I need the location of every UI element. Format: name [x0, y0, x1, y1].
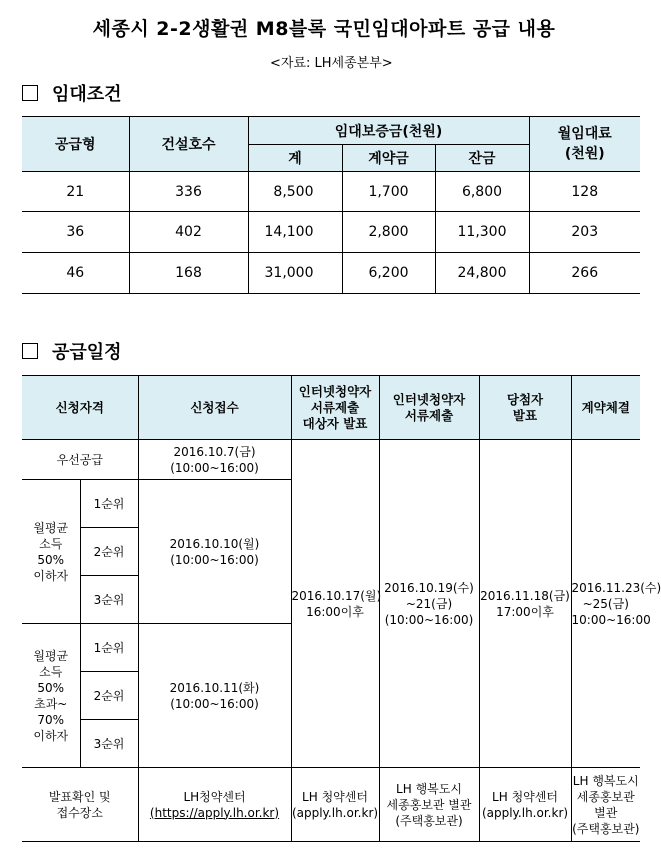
cell-winner-date: 2016.11.18(금) 17:00이후: [479, 440, 571, 768]
cell-group2: 월평균 소득 50% 초과~ 70% 이하자: [22, 624, 80, 768]
cell-place-contract: LH 행복도시 세종홍보관 별관 (주택홍보관): [571, 768, 640, 842]
cell-group1: 월평균 소득 50% 이하자: [22, 480, 80, 624]
header-contract: 계약체결: [571, 376, 640, 440]
cell-type: 21: [22, 172, 129, 212]
cell-priority-date: 2016.10.7(금) (10:00~16:00): [138, 440, 291, 480]
cell-docs-submit-date: 2016.10.19(수) ~21(금) (10:00~16:00): [379, 440, 479, 768]
cell-rent: 266: [529, 253, 640, 294]
table-row: [22, 212, 640, 253]
header-deposit: 임대보증금(천원): [248, 117, 529, 145]
cell-rent: 128: [529, 172, 640, 212]
cell-rank: 2순위: [80, 672, 138, 720]
cell-total: 14,100: [248, 212, 342, 253]
cell-balance: 11,300: [435, 212, 529, 253]
header-rent: 월임대료 (천원): [529, 117, 640, 172]
cell-rank: 1순위: [80, 624, 138, 672]
cell-rank: 1순위: [80, 480, 138, 528]
cell-units: 402: [129, 212, 248, 253]
checkbox-square-icon: [22, 85, 38, 101]
cell-place-docs-submit: LH 행복도시 세종홍보관 별관 (주택홍보관): [379, 768, 479, 842]
cell-balance: 24,800: [435, 253, 529, 294]
lease-table: [22, 116, 640, 294]
cell-place-label: 발표확인 및 접수장소: [22, 768, 138, 842]
header-contract: 계약금: [342, 145, 435, 172]
header-total: 계: [248, 145, 342, 172]
header-balance: 잔금: [435, 145, 529, 172]
cell-rank: 2순위: [80, 528, 138, 576]
cell-type: 46: [22, 253, 129, 294]
cell-priority: 우선공급: [22, 440, 138, 480]
cell-contract: 2,800: [342, 212, 435, 253]
cell-type: 36: [22, 212, 129, 253]
header-docs-submit: 인터넷청약자 서류제출: [379, 376, 479, 440]
table-row: [22, 172, 640, 212]
header-apply: 신청접수: [138, 376, 291, 440]
cell-total: 8,500: [248, 172, 342, 212]
header-units: 건설호수: [129, 117, 248, 172]
schedule-table: [22, 375, 661, 842]
cell-total: 31,000: [248, 253, 342, 294]
cell-group2-date: 2016.10.11(화) (10:00~16:00): [138, 624, 291, 768]
header-winner: 당첨자 발표: [479, 376, 571, 440]
cell-contract: 6,200: [342, 253, 435, 294]
header-qualification: 신청자격: [22, 376, 138, 440]
checkbox-square-icon: [22, 343, 38, 359]
cell-rank: 3순위: [80, 576, 138, 624]
table-row: [22, 253, 640, 294]
cell-rent: 203: [529, 212, 640, 253]
place-apply-name: LH청약센터: [183, 789, 246, 804]
cell-units: 168: [129, 253, 248, 294]
section-heading-schedule: [22, 338, 122, 364]
cell-balance: 6,800: [435, 172, 529, 212]
place-apply-link[interactable]: (https://apply.lh.or.kr): [149, 805, 280, 820]
page-title: 세종시 2-2생활권 M8블록 국민임대아파트 공급 내용: [92, 18, 556, 40]
header-docs-target: 인터넷청약자 서류제출 대상자 발표: [291, 376, 379, 440]
section-heading-lease: [22, 80, 122, 106]
section-title: 공급일정: [52, 342, 122, 363]
section-title: 임대조건: [52, 84, 122, 105]
cell-place-docs-target: LH 청약센터 (apply.lh.or.kr): [291, 768, 379, 842]
cell-place-apply: [138, 768, 291, 842]
cell-units: 336: [129, 172, 248, 212]
cell-group1-date: 2016.10.10(월) (10:00~16:00): [138, 480, 291, 624]
cell-contract-date: 2016.11.23(수) ~25(금) 10:00~16:00: [571, 440, 640, 768]
source-note: <자료: LH세종본부>: [270, 56, 393, 71]
cell-docs-target-date: 2016.10.17(월) 16:00이후: [291, 440, 379, 768]
cell-contract: 1,700: [342, 172, 435, 212]
header-type: 공급형: [22, 117, 129, 172]
cell-rank: 3순위: [80, 720, 138, 768]
cell-place-winner: LH 청약센터 (apply.lh.or.kr): [479, 768, 571, 842]
